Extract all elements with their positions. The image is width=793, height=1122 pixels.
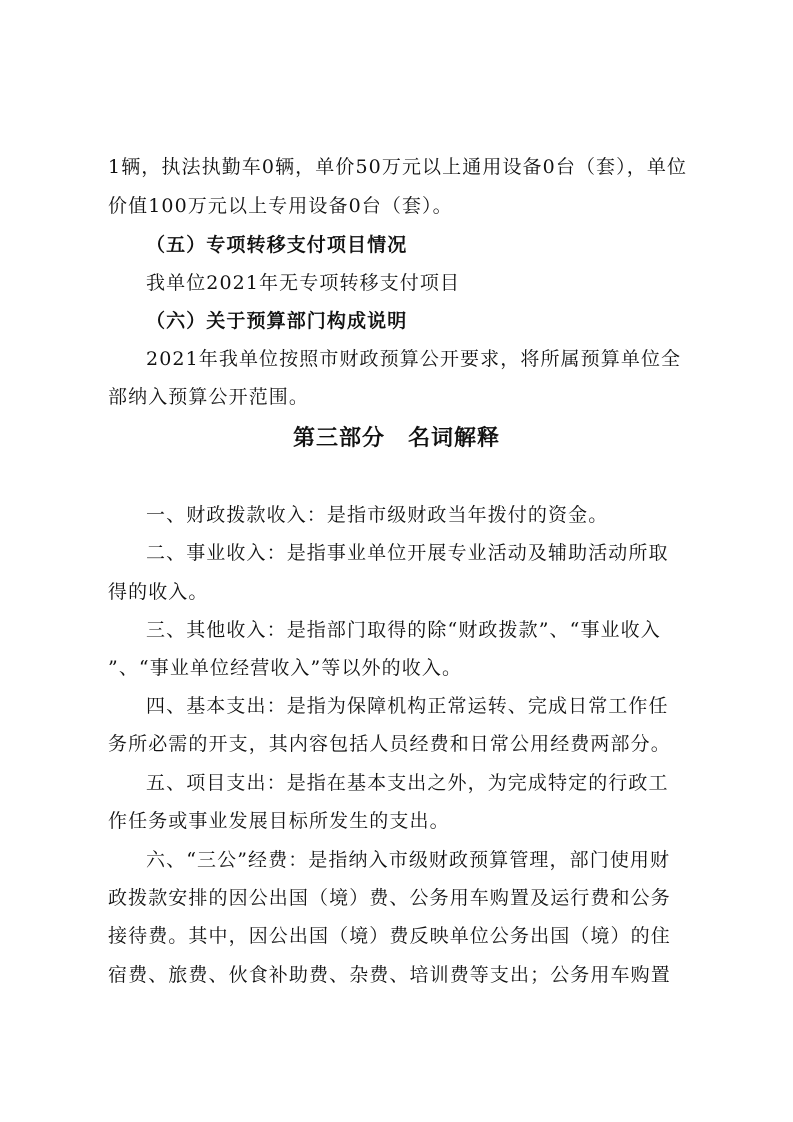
term-line: 得的收入。 <box>108 581 209 603</box>
term-line: 作任务或事业发展目标所发生的支出。 <box>108 810 450 832</box>
part-three-title: 第三部分 名词解释 <box>292 426 500 451</box>
term-line: 六、“三公”经费：是指纳入市级财政预算管理，部门使用财 <box>146 849 671 871</box>
term-line: 一、财政拨款收入：是指市级财政当年拨付的资金。 <box>146 504 609 526</box>
term-line: ”、“事业单位经营收入”等以外的收入。 <box>108 657 463 679</box>
term-line: 务所必需的开支，其内容包括人员经费和日常公用经费两部分。 <box>108 733 671 755</box>
paragraph-line: 我单位2021年无专项转移支付项目 <box>146 272 461 294</box>
paragraph-line: 2021年我单位按照市财政预算公开要求，将所属预算单位全 <box>146 348 682 370</box>
section-heading-six: （六）关于预算部门构成说明 <box>146 310 408 332</box>
term-line: 宿费、旅费、伙食补助费、杂费、培训费等支出；公务用车购置 <box>108 964 671 986</box>
term-line: 五、项目支出：是指在基本支出之外，为完成特定的行政工 <box>146 772 669 794</box>
term-line: 四、基本支出：是指为保障机构正常运转、完成日常工作任 <box>146 695 669 717</box>
paragraph-line: 部纳入预算公开范围。 <box>108 386 310 408</box>
term-line: 二、事业收入：是指事业单位开展专业活动及辅助活动所取 <box>146 542 669 564</box>
paragraph-line: 价值100万元以上专用设备0台（套）。 <box>108 195 453 217</box>
term-line: 接待费。其中，因公出国（境）费反映单位公务出国（境）的住 <box>108 925 671 947</box>
term-line: 政拨款安排的因公出国（境）费、公务用车购置及运行费和公务 <box>108 887 671 909</box>
paragraph-line: 1辆，执法执勤车0辆，单价50万元以上通用设备0台（套），单位 <box>108 156 688 178</box>
section-heading-five: （五）专项转移支付项目情况 <box>146 234 408 256</box>
term-line: 三、其他收入：是指部门取得的除“财政拨款”、“事业收入 <box>146 619 661 641</box>
